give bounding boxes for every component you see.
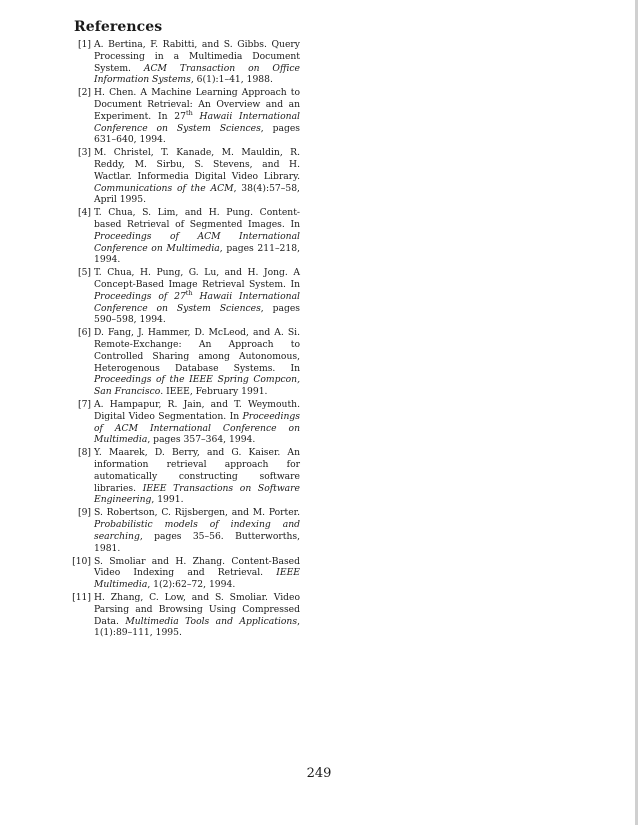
reference-italic-text: Hawaii International Conference on System Sciences: [94, 110, 300, 134]
reference-number: [3]: [77, 147, 91, 159]
reference-number: [4]: [77, 207, 91, 219]
reference-text: A. Hampapur, R. Jain, and T. Weymouth. Digital Video Segmentation. In: [94, 399, 300, 422]
reference-entry: [72, 399, 300, 446]
reference-italic-text: Probabilistic models of indexing and searching: [94, 519, 300, 542]
reference-italic-text: th: [185, 108, 193, 117]
reference-number: [6]: [77, 327, 91, 339]
reference-italic-text: Hawaii International Conference on System Sciences: [94, 290, 300, 314]
reference-italic-text: Multimedia Tools and Applications: [125, 615, 298, 627]
reference-list: [72, 39, 300, 640]
reference-text: Y. Maarek, D. Berry, and G. Kaiser. An information retrieval approach for automatically constructing software libraries.: [94, 447, 300, 494]
reference-text: H. Chen. A Machine Learning Approach to Document Retrieval: An Overview and an Experiment. In 27: [94, 87, 300, 122]
reference-text: , pages 631–640, 1994.: [94, 122, 300, 146]
reference-number: [8]: [77, 447, 91, 459]
reference-text: S. Smoliar and H. Zhang. Content-Based Video Indexing and Retrieval.: [94, 555, 300, 579]
reference-text: T. Chua, H. Pung, G. Lu, and H. Jong. A Concept-Based Image Retrieval System. In: [94, 267, 300, 290]
reference-entry: [72, 87, 300, 146]
reference-text: M. Christel, T. Kanade, M. Mauldin, R. Reddy, M. Sirbu, S. Stevens, and H. Wactlar. Informedia Digital Video Library.: [94, 147, 300, 182]
reference-italic-text: Proceedings of 27: [94, 290, 186, 302]
reference-italic-text: Proceedings of ACM International Conference on Multimedia: [94, 410, 300, 446]
reference-entry: [72, 592, 300, 639]
reference-entry: [72, 267, 300, 326]
reference-number: [7]: [77, 399, 91, 410]
reference-entry: [72, 447, 300, 506]
reference-text: . IEEE, February 1991.: [160, 386, 268, 397]
page-number: 249: [306, 766, 332, 781]
reference-italic-text: IEEE Multimedia: [94, 567, 300, 590]
reference-text: T. Chua, S. Lim, and H. Pung. Content-based Retrieval of Segmented Images. In: [94, 207, 300, 230]
reference-text: , 1(1):89–111, 1995.: [94, 615, 300, 639]
reference-text: D. Fang, J. Hammer, D. McLeod, and A. Si. Remote-Exchange: An Approach to Controlled Sharing among Autonomous, Heterogenous Database Systems. In: [94, 327, 300, 374]
reference-entry: [72, 507, 300, 554]
reference-italic-text: Proceedings of the IEEE Spring Compcon, San Francisco: [94, 374, 300, 397]
reference-entry: [72, 207, 300, 266]
reference-italic-text: Proceedings of ACM International Conference on Multimedia: [94, 230, 300, 254]
reference-text: , pages 35–56. Butterworths, 1981.: [94, 530, 300, 554]
reference-text: , pages 357–364, 1994.: [147, 434, 256, 446]
reference-italic-text: th: [185, 288, 193, 297]
reference-number: [10]: [72, 555, 91, 567]
reference-entry: [72, 327, 300, 398]
reference-number: [9]: [77, 507, 91, 519]
reference-text: , 1991.: [151, 494, 184, 506]
reference-entry: [72, 147, 300, 206]
reference-text: , 38(4):57–58, April 1995.: [94, 182, 300, 206]
reference-text: , 6(1):1–41, 1988.: [190, 74, 273, 86]
reference-text: , pages 590–598, 1994.: [94, 302, 300, 326]
reference-entry: [72, 39, 300, 86]
reference-entry: [72, 556, 300, 591]
reference-text: S. Robertson, C. Rijsbergen, and M. Porter.: [94, 507, 300, 519]
reference-text: H. Zhang, C. Low, and S. Smoliar. Video Parsing and Browsing Using Compressed Data.: [94, 592, 300, 627]
reference-italic-text: ACM Transaction on Office Information Systems: [94, 62, 300, 86]
reference-text: , pages 211–218, 1994.: [94, 242, 300, 266]
reference-italic-text: Communications of the ACM: [94, 182, 234, 194]
reference-text: A. Bertina, F. Rabitti, and S. Gibbs. Query Processing in a Multimedia Document System.: [94, 39, 300, 74]
references-heading: References: [74, 19, 163, 35]
reference-number: [2]: [77, 87, 91, 99]
reference-text: , 1(2):62–72, 1994.: [147, 579, 236, 590]
reference-number: [1]: [77, 39, 91, 50]
reference-italic-text: IEEE Transactions on Software Engineering: [94, 482, 300, 506]
reference-number: [11]: [72, 592, 91, 603]
reference-number: [5]: [77, 267, 91, 279]
